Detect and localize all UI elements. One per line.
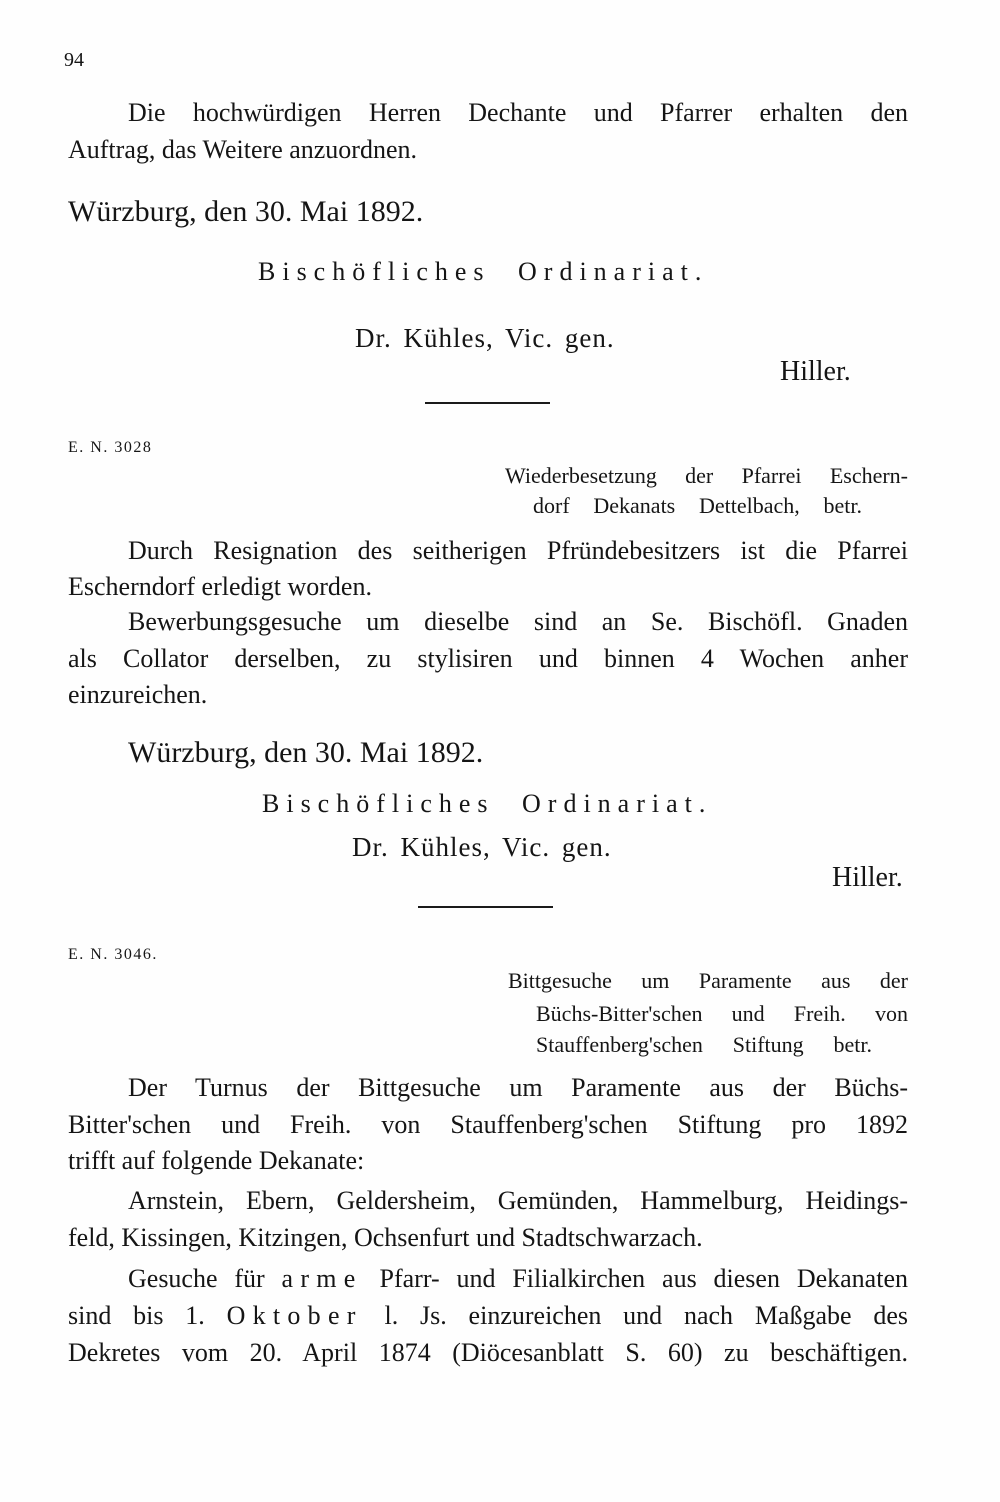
section1-secretary: Hiller. (780, 356, 851, 387)
notice-3028-p2-line-2: als Collator derselben, zu stylisiren und binnen 4 Wochen anher (68, 644, 908, 673)
notice-3046-p1-line-3: trifft auf folgende Dekanate: (68, 1146, 365, 1175)
notice-3046-p1-line-1: Der Turnus der Bittgesuche um Paramente aus der Büchs- (128, 1073, 908, 1102)
notice-3046-p1-line-2: Bitter'schen und Freih. von Stauffenberg'schen Stiftung pro 1892 (68, 1110, 908, 1139)
notice-3028-subject-line-1: Wiederbesetzung der Pfarrei Eschern- (505, 463, 908, 488)
notice-3028-p2-line-3: einzureichen. (68, 680, 208, 709)
notice-3046-p3-line-1-before: Gesuche für (128, 1264, 282, 1293)
notice-3028-authority: Bischöfliches Ordinariat. (262, 789, 713, 818)
notice-3028-p2-line-1: Bewerbungsgesuche um dieselbe sind an Se. Bischöfl. Gnaden (128, 607, 908, 636)
notice-3046-p3-line-2 (68, 1299, 908, 1333)
section-divider (425, 402, 550, 404)
notice-3046-p2-line-1: Arnstein, Ebern, Geldersheim, Gemünden, Hammelburg, Heidings- (128, 1186, 908, 1215)
notice-3046-p2-line-2: feld, Kissingen, Kitzingen, Ochsenfurt und Stadtschwarzach. (68, 1223, 703, 1252)
notice-3028-subject-line-2: dorf Dekanats Dettelbach, betr. (533, 493, 862, 518)
notice-3028-number: E. N. 3028 (68, 439, 153, 456)
section1-line-1: Die hochwürdigen Herren Dechante und Pfarrer erhalten den (128, 98, 908, 127)
notice-3046-p3-line-2-after: l. Js. einzureichen und nach Maßgabe des (362, 1301, 908, 1330)
notice-3028-secretary: Hiller. (832, 862, 903, 893)
section1-authority: Bischöfliches Ordinariat. (258, 257, 709, 286)
notice-3028-place-date: Würzburg, den 30. Mai 1892. (128, 736, 484, 769)
notice-3046-p3-line-2-before: sind bis 1. (68, 1301, 227, 1330)
section1-line-2: Auftrag, das Weitere anzuordnen. (68, 135, 418, 164)
notice-3046-number: E. N. 3046. (68, 946, 158, 963)
notice-3046-p3-line-2-spaced: Oktober (226, 1301, 363, 1330)
notice-3046-subject-line-1: Bittgesuche um Paramente aus der (508, 968, 908, 993)
notice-3046-subject-line-3: Stauffenberg'schen Stiftung betr. (536, 1032, 872, 1057)
notice-3028-p1-line-2: Escherndorf erledigt worden. (68, 572, 372, 601)
notice-3028-p1-line-1: Durch Resignation des seitherigen Pfründebesitzers ist die Pfarrei (128, 536, 908, 565)
notice-3046-p3-line-1 (128, 1262, 908, 1296)
section-divider (418, 906, 553, 908)
notice-3046-p3-line-1-after: Pfarr- und Filialkirchen aus diesen Dekanaten (362, 1264, 908, 1293)
section1-place-date: Würzburg, den 30. Mai 1892. (68, 195, 424, 228)
notice-3046-p3-line-1-spaced: arme (281, 1264, 363, 1293)
notice-3046-p3-line-3: Dekretes vom 20. April 1874 (Diöcesanblatt S. 60) zu beschäftigen. (68, 1338, 908, 1367)
section1-signatory: Dr. Kühles, Vic. gen. (355, 323, 615, 353)
notice-3046-subject-line-2: Büchs-Bitter'schen und Freih. von (536, 1001, 908, 1026)
page-number: 94 (64, 49, 84, 71)
notice-3028-signatory: Dr. Kühles, Vic. gen. (352, 832, 612, 862)
